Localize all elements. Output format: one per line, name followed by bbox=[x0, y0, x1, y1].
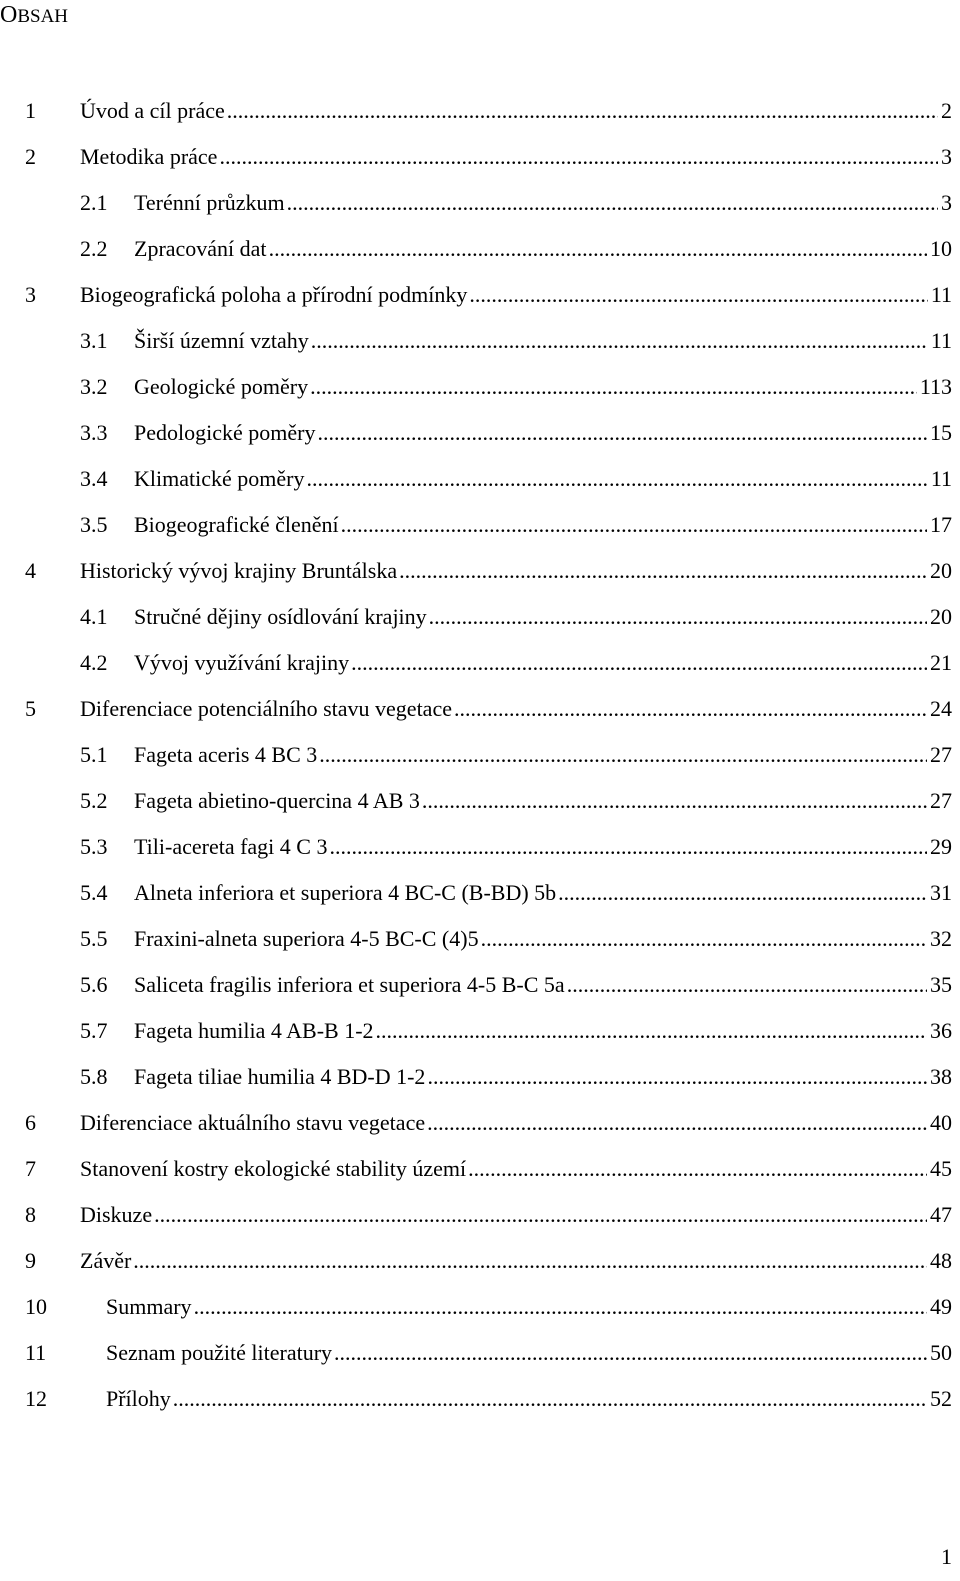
toc-entry-leader bbox=[227, 88, 938, 134]
toc-entry-page: 49 bbox=[927, 1284, 952, 1330]
toc-entry-number: 2 bbox=[25, 144, 36, 169]
toc-entry-leader bbox=[481, 916, 927, 962]
toc-entry-page: 36 bbox=[927, 1008, 952, 1054]
toc-entry[interactable] bbox=[0, 824, 960, 870]
toc-entry-title: Klimatické poměry bbox=[134, 456, 306, 502]
toc-entry[interactable] bbox=[0, 640, 960, 686]
toc-entry-title: Závěr bbox=[80, 1238, 133, 1284]
toc-entry-page: 113 bbox=[917, 364, 952, 410]
toc-entry-leader bbox=[399, 548, 927, 594]
toc-entry-leader bbox=[194, 1284, 927, 1330]
toc-entry[interactable] bbox=[0, 1330, 960, 1376]
toc-entry-title: Stanovení kostry ekologické stability území bbox=[80, 1146, 468, 1192]
toc-entry-leader bbox=[310, 364, 917, 410]
toc-entry[interactable] bbox=[0, 870, 960, 916]
toc-entry[interactable] bbox=[0, 456, 960, 502]
toc-entry-leader bbox=[306, 456, 927, 502]
toc-entry-title: Tili-acereta fagi 4 C 3 bbox=[134, 824, 329, 870]
toc-entry[interactable] bbox=[0, 180, 960, 226]
toc-entry-number: 4 bbox=[25, 558, 36, 583]
toc-entry-leader bbox=[567, 962, 927, 1008]
toc-entry-page: 29 bbox=[927, 824, 952, 870]
toc-entry[interactable] bbox=[0, 1284, 960, 1330]
toc-entry-title: Diferenciace potenciálního stavu vegetace bbox=[80, 686, 454, 732]
toc-entry[interactable] bbox=[0, 364, 960, 410]
toc-entry-title: Zpracování dat bbox=[134, 226, 269, 272]
toc-entry[interactable] bbox=[0, 548, 960, 594]
toc-entry-page: 2 bbox=[938, 88, 952, 134]
toc-entry-leader bbox=[429, 594, 927, 640]
toc-entry-number: 10 bbox=[25, 1294, 47, 1319]
toc-entry-page: 3 bbox=[938, 180, 952, 226]
toc-entry-page: 31 bbox=[927, 870, 952, 916]
toc-entry[interactable] bbox=[0, 778, 960, 824]
toc-entry[interactable] bbox=[0, 88, 960, 134]
toc-entry-number: 3.2 bbox=[80, 374, 108, 399]
toc-entry-title: Širší územní vztahy bbox=[134, 318, 311, 364]
toc-entry-leader bbox=[427, 1054, 927, 1100]
toc-entry-title: Biogeografické členění bbox=[134, 502, 341, 548]
toc-heading-rest: BSAH bbox=[17, 6, 69, 27]
toc-entry-number: 5.4 bbox=[80, 880, 108, 905]
toc-entry[interactable] bbox=[0, 1054, 960, 1100]
toc-entry-page: 27 bbox=[927, 778, 952, 824]
toc-entry-leader bbox=[311, 318, 928, 364]
toc-entry-leader bbox=[469, 272, 927, 318]
toc-entry-page: 35 bbox=[927, 962, 952, 1008]
toc-entry-leader bbox=[133, 1238, 927, 1284]
toc-entry-leader bbox=[427, 1100, 927, 1146]
toc-entry-number: 2.2 bbox=[80, 236, 108, 261]
toc-entry-page: 40 bbox=[927, 1100, 952, 1146]
toc-entry-page: 10 bbox=[927, 226, 952, 272]
toc-entry-leader bbox=[319, 732, 927, 778]
toc-entry-number: 3.4 bbox=[80, 466, 108, 491]
toc-entry-number: 5.8 bbox=[80, 1064, 108, 1089]
toc-entry-title: Fraxini-alneta superiora 4-5 BC-C (4)5 bbox=[134, 916, 481, 962]
toc-entry-number: 5.3 bbox=[80, 834, 108, 859]
toc-entry-page: 11 bbox=[928, 456, 952, 502]
toc-entry-number: 3.3 bbox=[80, 420, 108, 445]
toc-entry[interactable] bbox=[0, 594, 960, 640]
toc-heading bbox=[0, 0, 68, 32]
toc-entry-page: 17 bbox=[927, 502, 952, 548]
toc-entry-page: 32 bbox=[927, 916, 952, 962]
toc-entry[interactable] bbox=[0, 410, 960, 456]
toc-entry-page: 27 bbox=[927, 732, 952, 778]
toc-entry-title: Metodika práce bbox=[80, 134, 219, 180]
toc-entry-title: Diskuze bbox=[80, 1192, 154, 1238]
toc-entry-number: 2.1 bbox=[80, 190, 108, 215]
toc-entry-page: 20 bbox=[927, 594, 952, 640]
toc-entry[interactable] bbox=[0, 962, 960, 1008]
toc-entry-page: 21 bbox=[927, 640, 952, 686]
toc-entry-title: Fageta abietino-quercina 4 AB 3 bbox=[134, 778, 422, 824]
toc-entry-leader bbox=[341, 502, 927, 548]
toc-entry-leader bbox=[334, 1330, 927, 1376]
toc-entry-number: 5.5 bbox=[80, 926, 108, 951]
toc-entry-title: Alneta inferiora et superiora 4 BC-C (B-BD) 5b bbox=[134, 870, 558, 916]
toc-entry-number: 3.5 bbox=[80, 512, 108, 537]
toc-entry[interactable] bbox=[0, 226, 960, 272]
toc-entry-page: 11 bbox=[928, 318, 952, 364]
toc-entry-title: Vývoj využívání krajiny bbox=[134, 640, 351, 686]
toc-entry-number: 6 bbox=[25, 1110, 36, 1135]
toc-entry-leader bbox=[287, 180, 938, 226]
toc-entry-leader bbox=[468, 1146, 927, 1192]
toc-entry-leader bbox=[173, 1376, 927, 1422]
toc-entry[interactable] bbox=[0, 686, 960, 732]
toc-entry[interactable] bbox=[0, 134, 960, 180]
toc-entry-number: 1 bbox=[25, 98, 36, 123]
toc-entry-title: Fageta tiliae humilia 4 BD-D 1-2 bbox=[134, 1054, 427, 1100]
toc-entry-page: 3 bbox=[938, 134, 952, 180]
toc-entry-leader bbox=[454, 686, 927, 732]
toc-entry-leader bbox=[269, 226, 927, 272]
toc-entry-page: 50 bbox=[927, 1330, 952, 1376]
toc-entry[interactable] bbox=[0, 318, 960, 364]
toc-entry-title: Historický vývoj krajiny Bruntálska bbox=[80, 548, 399, 594]
toc-entry-number: 3.1 bbox=[80, 328, 108, 353]
page-number: 1 bbox=[941, 1544, 952, 1569]
toc-heading-initial: O bbox=[0, 2, 18, 28]
toc-entry-title: Diferenciace aktuálního stavu vegetace bbox=[80, 1100, 427, 1146]
toc-entry-number: 5.1 bbox=[80, 742, 108, 767]
toc-entry-number: 5.2 bbox=[80, 788, 108, 813]
toc-entry-page: 45 bbox=[927, 1146, 952, 1192]
toc-entry-number: 4.1 bbox=[80, 604, 108, 629]
toc-entry-number: 3 bbox=[25, 282, 36, 307]
toc-entry[interactable] bbox=[0, 1238, 960, 1284]
toc-entry-title: Fageta aceris 4 BC 3 bbox=[134, 732, 319, 778]
toc-entry-title: Saliceta fragilis inferiora et superiora 4-5 B-C 5a bbox=[134, 962, 567, 1008]
toc-entry-page: 52 bbox=[927, 1376, 952, 1422]
toc-entry[interactable] bbox=[0, 1100, 960, 1146]
toc-entry-leader bbox=[219, 134, 938, 180]
toc-entry-leader bbox=[317, 410, 927, 456]
toc-entry-number: 9 bbox=[25, 1248, 36, 1273]
toc-entry-title: Přílohy bbox=[106, 1376, 173, 1422]
toc-entry-title: Pedologické poměry bbox=[134, 410, 317, 456]
toc-entry[interactable] bbox=[0, 1146, 960, 1192]
toc-entry-title: Úvod a cíl práce bbox=[80, 88, 227, 134]
toc-entry-leader bbox=[154, 1192, 927, 1238]
toc-entry-title: Biogeografická poloha a přírodní podmínky bbox=[80, 272, 469, 318]
toc-entry-title: Stručné dějiny osídlování krajiny bbox=[134, 594, 429, 640]
toc-entry-page: 11 bbox=[928, 272, 952, 318]
toc-entry-number: 5.6 bbox=[80, 972, 108, 997]
toc-entry[interactable] bbox=[0, 272, 960, 318]
toc-entry[interactable] bbox=[0, 1192, 960, 1238]
toc-entry-page: 20 bbox=[927, 548, 952, 594]
toc-entry-number: 12 bbox=[25, 1386, 47, 1411]
toc-entry[interactable] bbox=[0, 732, 960, 778]
toc-entry-leader bbox=[422, 778, 927, 824]
toc-entry-title: Fageta humilia 4 AB-B 1-2 bbox=[134, 1008, 376, 1054]
toc-entry-number: 7 bbox=[25, 1156, 36, 1181]
toc-entry-page: 15 bbox=[927, 410, 952, 456]
toc-entry[interactable] bbox=[0, 1008, 960, 1054]
toc-entry-leader bbox=[329, 824, 927, 870]
toc-entry-leader bbox=[558, 870, 927, 916]
toc-entry-leader bbox=[376, 1008, 927, 1054]
toc-entry-number: 5 bbox=[25, 696, 36, 721]
toc-entry-title: Terénní průzkum bbox=[134, 180, 287, 226]
toc-entry[interactable] bbox=[0, 916, 960, 962]
toc-entry-leader bbox=[351, 640, 927, 686]
toc-entry-page: 38 bbox=[927, 1054, 952, 1100]
toc-entry-number: 4.2 bbox=[80, 650, 108, 675]
toc-entry-number: 11 bbox=[25, 1340, 47, 1365]
toc-entry[interactable] bbox=[0, 502, 960, 548]
toc-entry-page: 48 bbox=[927, 1238, 952, 1284]
toc-entry-title: Summary bbox=[106, 1284, 194, 1330]
toc-entry[interactable] bbox=[0, 1376, 960, 1422]
toc-entry-page: 47 bbox=[927, 1192, 952, 1238]
toc-entry-page: 24 bbox=[927, 686, 952, 732]
toc-entry-title: Seznam použité literatury bbox=[106, 1330, 334, 1376]
toc-entry-title: Geologické poměry bbox=[134, 364, 310, 410]
toc-entry-number: 5.7 bbox=[80, 1018, 108, 1043]
toc-entry-number: 8 bbox=[25, 1202, 36, 1227]
